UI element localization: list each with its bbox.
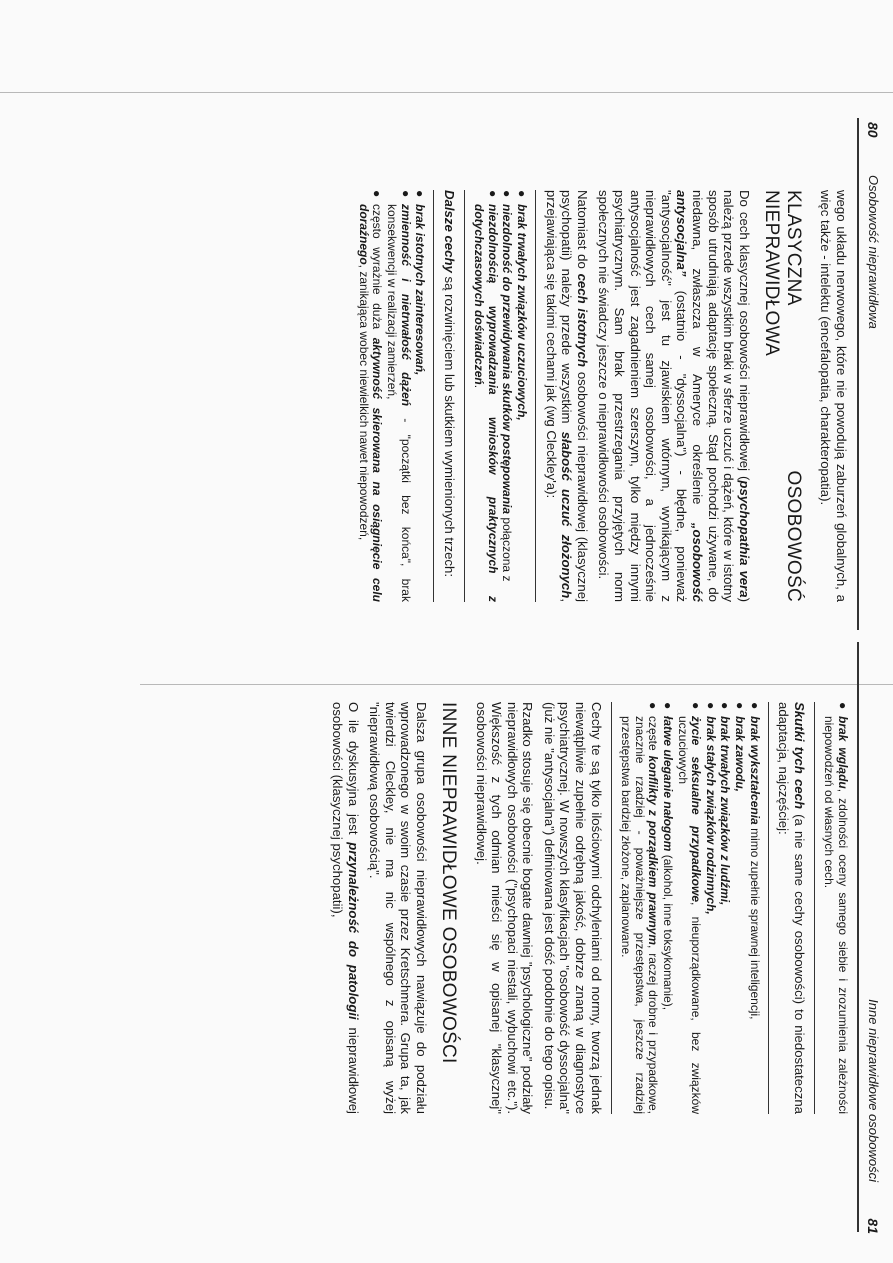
page-header: [861, 642, 881, 1242]
bullet-icon: ●: [370, 190, 385, 198]
list-item: ● częste konflikty z porządkiem prawnym, raczej drobne i przypadkowe, znacznie rzadziej - poważniejsze przestępstwa, jeszcze rzadziej przestępstwa bardziej złożone, zaplanowane.: [619, 702, 661, 1115]
list-rule-bottom: [464, 190, 465, 602]
list-rule-bottom: [814, 702, 815, 1114]
bullet-icon: ●: [689, 702, 704, 710]
list-item: ● niezdolność do przewidywania skutków postępowania połączona z: [500, 190, 515, 582]
bullet-icon: ●: [500, 190, 515, 198]
list-item: ● łatwe uleganie nałogom (alkohol, inne toksykomanie),: [661, 702, 676, 1011]
further-traits-list: [356, 190, 426, 602]
bullet-icon: ●: [515, 190, 530, 198]
paragraph-consequences: Skutki tych cech (a nie same cechy osobowości) to niedostateczna adaptacja, najczęściej:: [776, 702, 807, 1115]
list-rule-top: [768, 702, 769, 1114]
list-rule-top: [535, 190, 536, 602]
bullet-icon: ●: [646, 702, 661, 710]
page-number: 81: [865, 1218, 881, 1234]
paragraph-pathology: O ile dyskusyjna jest przynależność do patologii nieprawidłowej osobowości (klasycznej psychopatii),: [329, 702, 361, 1114]
insight-list: [822, 702, 849, 1114]
list-item: ● brak zawodu,: [733, 702, 748, 793]
paragraph-further-traits: Dalsze cechy są rozwinięciem lub skutkiem wymienionych trzech:: [441, 190, 457, 577]
page-number: 80: [865, 122, 881, 138]
bullet-icon: ●: [836, 702, 850, 710]
bullet-icon: ●: [485, 190, 500, 198]
section-heading: KLASYCZNA OSOBOWOŚĆ NIEPRAWIDŁOWA: [760, 190, 804, 602]
list-item: ● brak istotnych zainteresowań,: [413, 190, 428, 376]
paragraph-norm-deviation: Cechy te są tylko ilościowymi odchyleniami od normy, tworzą jednak niewątpliwie zupełnie odrębną jakość, dobrze znaną w diagnostyce psychiatrycznej. W nowszych klasyfikacjach "osobowość dyssocjalna" (już nie "antysocjalna") definiowana jest dość podobnie do tego opisu.: [541, 702, 604, 1114]
bullet-icon: ●: [661, 702, 676, 710]
list-item: ● brak trwałych związków z ludźmi,: [718, 702, 733, 906]
header-rule: [857, 118, 859, 630]
bullet-icon: ●: [747, 702, 762, 710]
list-item: ● brak stałych związków rodzinnych,: [703, 702, 718, 915]
page-81: [0, 642, 893, 1242]
bullet-icon: ●: [398, 190, 413, 198]
text-column: [355, 190, 849, 602]
paragraph-classic-traits: Do cech klasycznej osobowości nieprawidłowej (psychopathia vera) należą przede wszystkim braki w sferze uczuć i dążeń, które w istotny sposób utrudniają adaptację społeczną. Stąd pochodzi używane, do niedawna, zwłaszcza w Ameryce określenie „osobowość antysocjalna” (ostatnio - "dyssocjalna") - błędne, ponieważ "antysocjalność" jest tu zjawiskiem wtórnym, wynikającym z nieprawidłowych cech samej osobowości, a jednocześnie antysocjalność jest zagadnieniem szerszym, tylko między innymi psychiatrycznym. Sam brak przestrzegania przyjętych norm społecznych nie świadczy jeszcze o nieprawidłowości osobowości.: [596, 190, 752, 602]
list-rule-top: [433, 190, 434, 602]
list-item: ● brak wykształcenia mimo zupełnie sprawnej inteligencji,: [747, 702, 762, 1020]
bullet-icon: ●: [413, 190, 428, 198]
bullet-icon: ●: [718, 702, 733, 710]
list-item: ● często wyrażnie duża aktywność skierowana na osiągnięcie celu doraźnego, zanikająca wobec niewielkich nawet niepowodzeń,: [356, 190, 385, 602]
bullet-icon: ●: [733, 702, 748, 710]
paragraph-psychological-divisions: Rzadko stosuje się obecnie bogate dawniej "psychologiczne" podziały nieprawidłowych osobowości ("psychopaci niestali, wybuchowi etc."). Większość z tych odmian mieści się w opisanej "klasycznej" osobowości nieprawidłowej.: [473, 702, 536, 1114]
list-item: ● brak trwałych związków uczuciowych,: [515, 190, 530, 421]
bullet-icon: ●: [703, 702, 718, 710]
list-item: ● zmienność i nietrwałość dążeń - "początki bez końca", brak konsekwencji w realizacji zamierzeń,: [384, 190, 413, 602]
section-heading: INNE NIEPRAWIDŁOWE OSOBOWOŚCI: [437, 702, 459, 1064]
list-item: ● niezdolnością wyprowadzania wniosków praktycznych z dotychczasowych doświadczeń.: [472, 190, 500, 602]
running-title: Osobowość nieprawidłowa: [866, 175, 881, 329]
page-header: [861, 30, 881, 630]
text-column: [323, 702, 849, 1114]
list-item: ● brak wglądu, zdolności oceny samego siebie i zrozumienia zależności niepowodzeń od własnych cech.: [822, 702, 850, 1115]
page-80: [0, 30, 893, 630]
list-item: ● życie seksualne przypadkowe, nieuporządkowane, bez związków uczuciowych: [675, 702, 704, 1114]
header-rule: [857, 642, 859, 1232]
consequences-list: [619, 702, 761, 1114]
list-rule-bottom: [611, 702, 612, 1114]
running-title: Inne nieprawidłowe osobowości: [866, 999, 881, 1182]
intro-paragraph: wego układu nerwowego, które nie powodują zaburzeń globalnych, a więc także - intelektu (encefalopatia, charakteropatia).: [818, 190, 849, 602]
paragraph-kretschmer: Dalsza grupa osobowości nieprawidłowych nawiązuje do podziału wprowadzonego w swoim czasie przez Kretschmera. Grupa ta, jak twierdzi Cleckley, nie ma nic wspólnego z opisaną wyżej "nieprawidłową osobowością".: [367, 702, 429, 1114]
essential-traits-list: [472, 190, 528, 602]
paragraph-essential-traits: Natomiast do cech istotnych osobowości nieprawidłowej (klasycznej psychopatii) należy przede wszystkim słabość uczuć złożonych, przejawiająca się takimi cechami jak (wg Cleckley'a):: [543, 190, 590, 602]
